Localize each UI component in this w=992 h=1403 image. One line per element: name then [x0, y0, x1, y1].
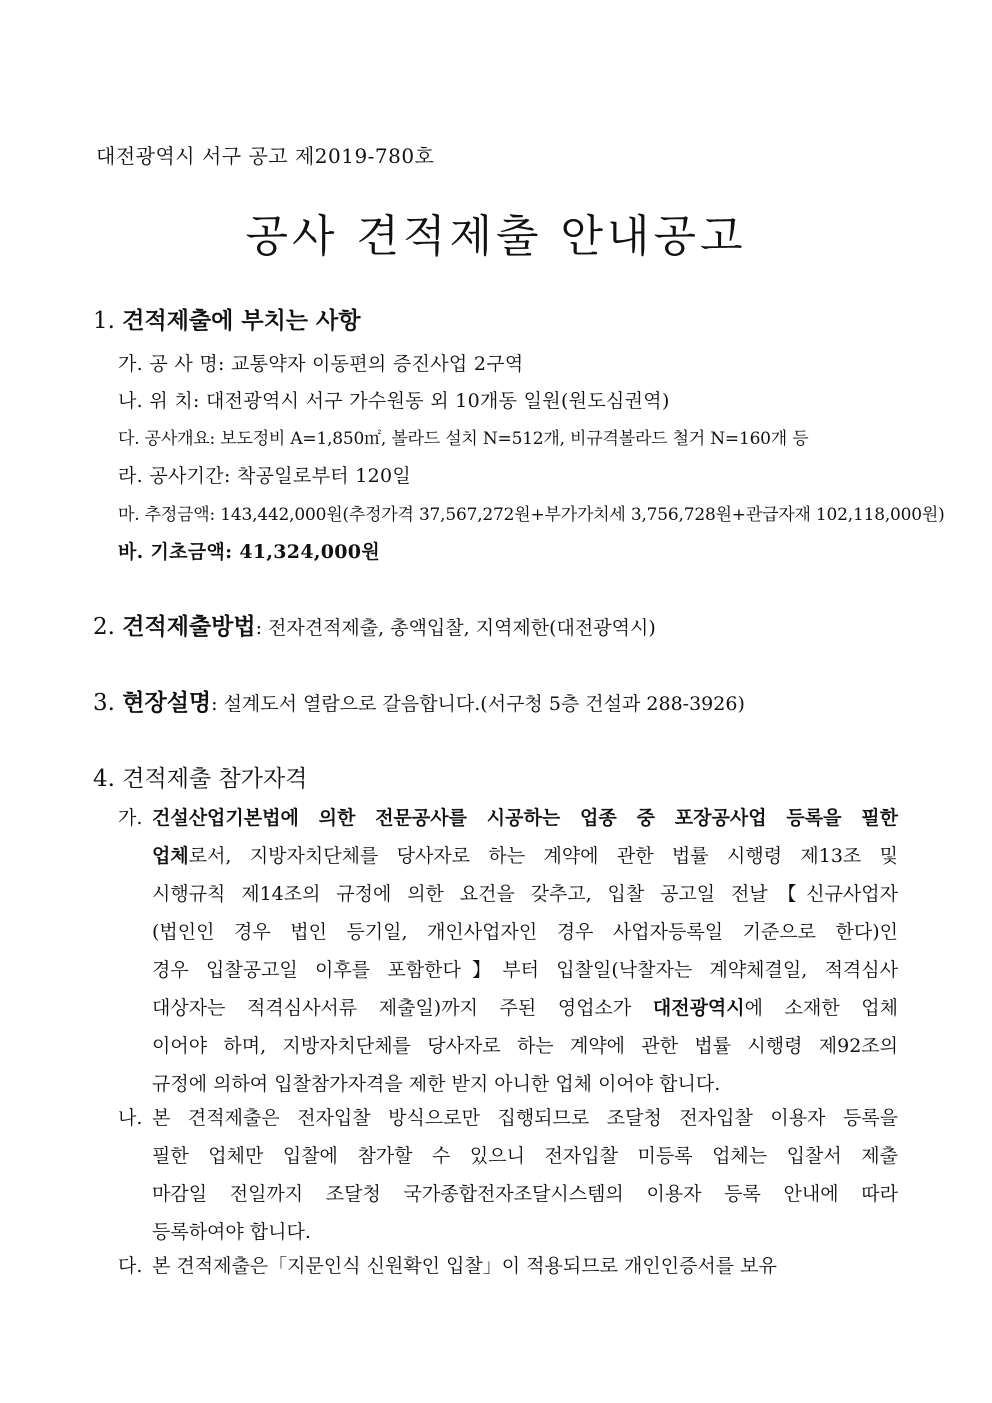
page-title: 공사 견적제출 안내공고 — [245, 211, 747, 262]
s4-item-na: 나. 본 견적제출은 전자입찰 방식으로만 집행되므로 조달청 전자입찰 이용자 등록을 필한 업체만 입찰에 참가할 수 있으니 전자입찰 미등록 업체는 입찰서 제출 마감일 전일까지 조달청 국가종합전자조달시스템의 이용자 등록 안내에 따라 등록하여야 합니다. — [118, 1107, 898, 1243]
s4-item-da: 다. 본 견적제출은「지문인식 신원확인 입찰」이 적용되므로 개인인증서를 보유 — [118, 1255, 777, 1277]
s1-item-ma: 마. 추정금액: 143,442,000원(추정가격 37,567,272원+부가가치세 3,756,728원+관급자재 102,118,000원) — [118, 505, 945, 525]
section-1-title: 견적제출에 부치는 사항 — [122, 307, 361, 334]
s1-item-ga: 가. 공 사 명: 교통약자 이동편의 증진사업 2구역 — [118, 353, 524, 375]
s1-item-ba: 바. 기초금액: 41,324,000원 — [118, 541, 380, 563]
section-4-title: 견적제출 참가자격 — [122, 766, 308, 792]
s1-item-da: 다. 공사개요: 보도정비 A=1,850㎡, 볼라드 설치 N=512개, 비규격볼라드 철거 N=160개 등 — [118, 429, 809, 449]
section-2: 2. 견적제출방법: 전자견적제출, 총액입찰, 지역제한(대전광역시) — [93, 613, 656, 640]
section-3-title: 현장설명 — [122, 689, 212, 716]
notice-number: 대전광역시 서구 공고 제2019-780호 — [96, 144, 435, 168]
section-4-heading: 4. 견적제출 참가자격 — [93, 766, 308, 792]
section-3: 3. 현장설명: 설계도서 열람으로 갈음합니다.(서구청 5층 건설과 288-3926) — [93, 689, 745, 716]
section-2-text: : 전자견적제출, 총액입찰, 지역제한(대전광역시) — [255, 617, 656, 639]
section-2-title: 견적제출방법 — [122, 613, 256, 640]
section-1-heading: 1. 견적제출에 부치는 사항 — [93, 307, 361, 334]
section-3-text: : 설계도서 열람으로 갈음합니다.(서구청 5층 건설과 288-3926) — [211, 693, 745, 715]
s1-item-ra: 라. 공사기간: 착공일로부터 120일 — [118, 465, 412, 487]
s4-item-ga: 가. 건설산업기본법에 의한 전문공사를 시공하는 업종 중 포장공사업 등록을 필한 업체로서, 지방자치단체를 당사자로 하는 계약에 관한 법률 시행령 제13조 및 시행규칙 제14조의 규정에 의한 요건을 갖추고, 입찰 공고일 전날【신규사업자 (법인인 경우 법인 등기일, 개인사업자인 경우 사업자등록일 기준으로 한다)인 경우 입찰공고일 이후를 포함한다】부터 입찰일(낙찰자는 계약체결일, 적격심사 대상자는 적격심사서류 제출일)까지 주된 영업소가 대전광역시에 소재한 업체 이어야 하며, 지방자치단체를 당사자로 하는 계약에 관한 법률 시행령 제92조의 규정에 의하여 입찰참가자격을 제한 받지 아니한 업체 이어야 합니다. — [118, 807, 898, 1095]
s1-item-na: 나. 위 치: 대전광역시 서구 가수원동 외 10개동 일원(원도심권역) — [118, 390, 670, 412]
